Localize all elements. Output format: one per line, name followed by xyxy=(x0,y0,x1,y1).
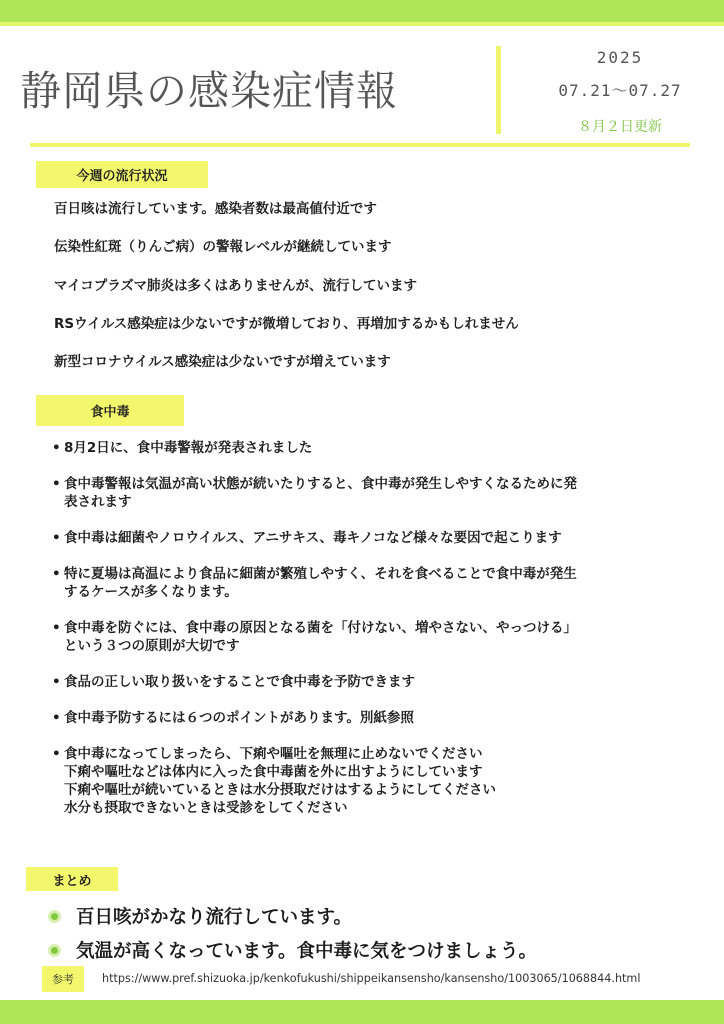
food-poisoning-list xyxy=(52,439,716,835)
food-item xyxy=(52,439,716,457)
bullet-icon: • xyxy=(52,620,61,636)
status-item: 伝染性紅斑（りんご病）の警報レベルが継続しています xyxy=(54,239,392,256)
summary-item-text: 百日咳がかなり流行しています。 xyxy=(76,907,353,928)
food-poisoning-heading: 食中毒 xyxy=(36,395,184,426)
bullet-icon: • xyxy=(52,566,61,582)
food-item xyxy=(52,709,716,727)
food-item xyxy=(52,745,716,817)
food-item-line: 食中毒は細菌やノロウイルス、アニサキス、毒キノコなど様々な要因で起こります xyxy=(64,530,562,546)
green-dot-icon xyxy=(48,944,61,957)
summary-item xyxy=(48,899,537,933)
food-item-line: 食中毒を防ぐには、食中毒の原因となる菌を「付けない、増やさない、やっつける」 xyxy=(64,620,577,636)
food-item-line: 食中毒警報は気温が高い状態が続いたりすると、食中毒が発生しやすくなるために発 xyxy=(64,476,577,492)
status-item: マイコプラズマ肺炎は多くはありませんが、流行しています xyxy=(54,277,418,294)
food-item-line: するケースが多くなります。 xyxy=(64,584,238,600)
green-dot-icon xyxy=(48,910,61,923)
reference-label: 参考 xyxy=(42,966,84,992)
bullet-icon: • xyxy=(52,440,61,456)
bullet-icon: • xyxy=(52,674,61,690)
food-item-line: 下痢や嘔吐などは体内に入った食中毒菌を外に出すようにしています xyxy=(64,764,483,780)
page-title: 静岡県の感染症情報 xyxy=(20,67,398,115)
report-year: 2025 xyxy=(596,48,644,67)
food-item-line: という３つの原則が大切です xyxy=(64,638,240,654)
status-list xyxy=(54,198,694,389)
food-item-line: 8月2日に、食中毒警報が発表されました xyxy=(64,440,313,456)
food-item xyxy=(52,529,716,547)
food-item xyxy=(52,619,716,655)
status-heading: 今週の流行状況 xyxy=(36,161,208,188)
status-item: 百日咳は流行しています。感染者数は最高値付近です xyxy=(54,201,377,217)
food-item-line: 食中毒になってしまったら、下痢や嘔吐を無理に止めないでください xyxy=(64,746,483,762)
report-date-range: 07.21〜07.27 xyxy=(558,81,682,100)
reference-url[interactable]: https://www.pref.shizuoka.jp/kenkofukushi/shippeikansensho/kansensho/1003065/1068844.html xyxy=(102,972,641,985)
summary-item-text: 気温が高くなっています。食中毒に気をつけましょう。 xyxy=(76,941,538,962)
food-item-line: 下痢や嘔吐が続いているときは水分摂取だけはするようにしてください xyxy=(64,782,496,798)
summary-heading: まとめ xyxy=(26,867,118,891)
header-vertical-divider xyxy=(496,46,501,134)
updated-date: ８月２日更新 xyxy=(578,119,662,135)
status-item: RSウイルス感染症は少ないですが微増しており、再増加するかもしれません xyxy=(54,315,519,332)
bullet-icon: • xyxy=(52,530,61,546)
status-item: 新型コロナウイルス感染症は少ないですが増えています xyxy=(54,354,391,371)
header-horizontal-divider xyxy=(30,143,690,147)
bullet-icon: • xyxy=(52,746,61,762)
food-item-line: 表されます xyxy=(64,494,132,510)
summary-list xyxy=(48,899,537,967)
top-accent-bar xyxy=(0,0,724,22)
food-item xyxy=(52,475,716,511)
food-item xyxy=(52,565,716,601)
food-item-line: 水分も摂取できないときは受診をしてください xyxy=(64,800,348,816)
food-item xyxy=(52,673,716,691)
food-item-line: 食品の正しい取り扱いをすることで食中毒を予防できます xyxy=(64,674,415,690)
food-item-line: 特に夏場は高温により食品に細菌が繁殖しやすく、それを食べることで食中毒が発生 xyxy=(64,566,577,582)
food-item-line: 食中毒予防するには６つのポイントがあります。別紙参照 xyxy=(64,710,414,726)
summary-item xyxy=(48,933,537,967)
bullet-icon: • xyxy=(52,710,61,726)
bullet-icon: • xyxy=(52,476,61,492)
bottom-accent-bar xyxy=(0,1000,724,1024)
